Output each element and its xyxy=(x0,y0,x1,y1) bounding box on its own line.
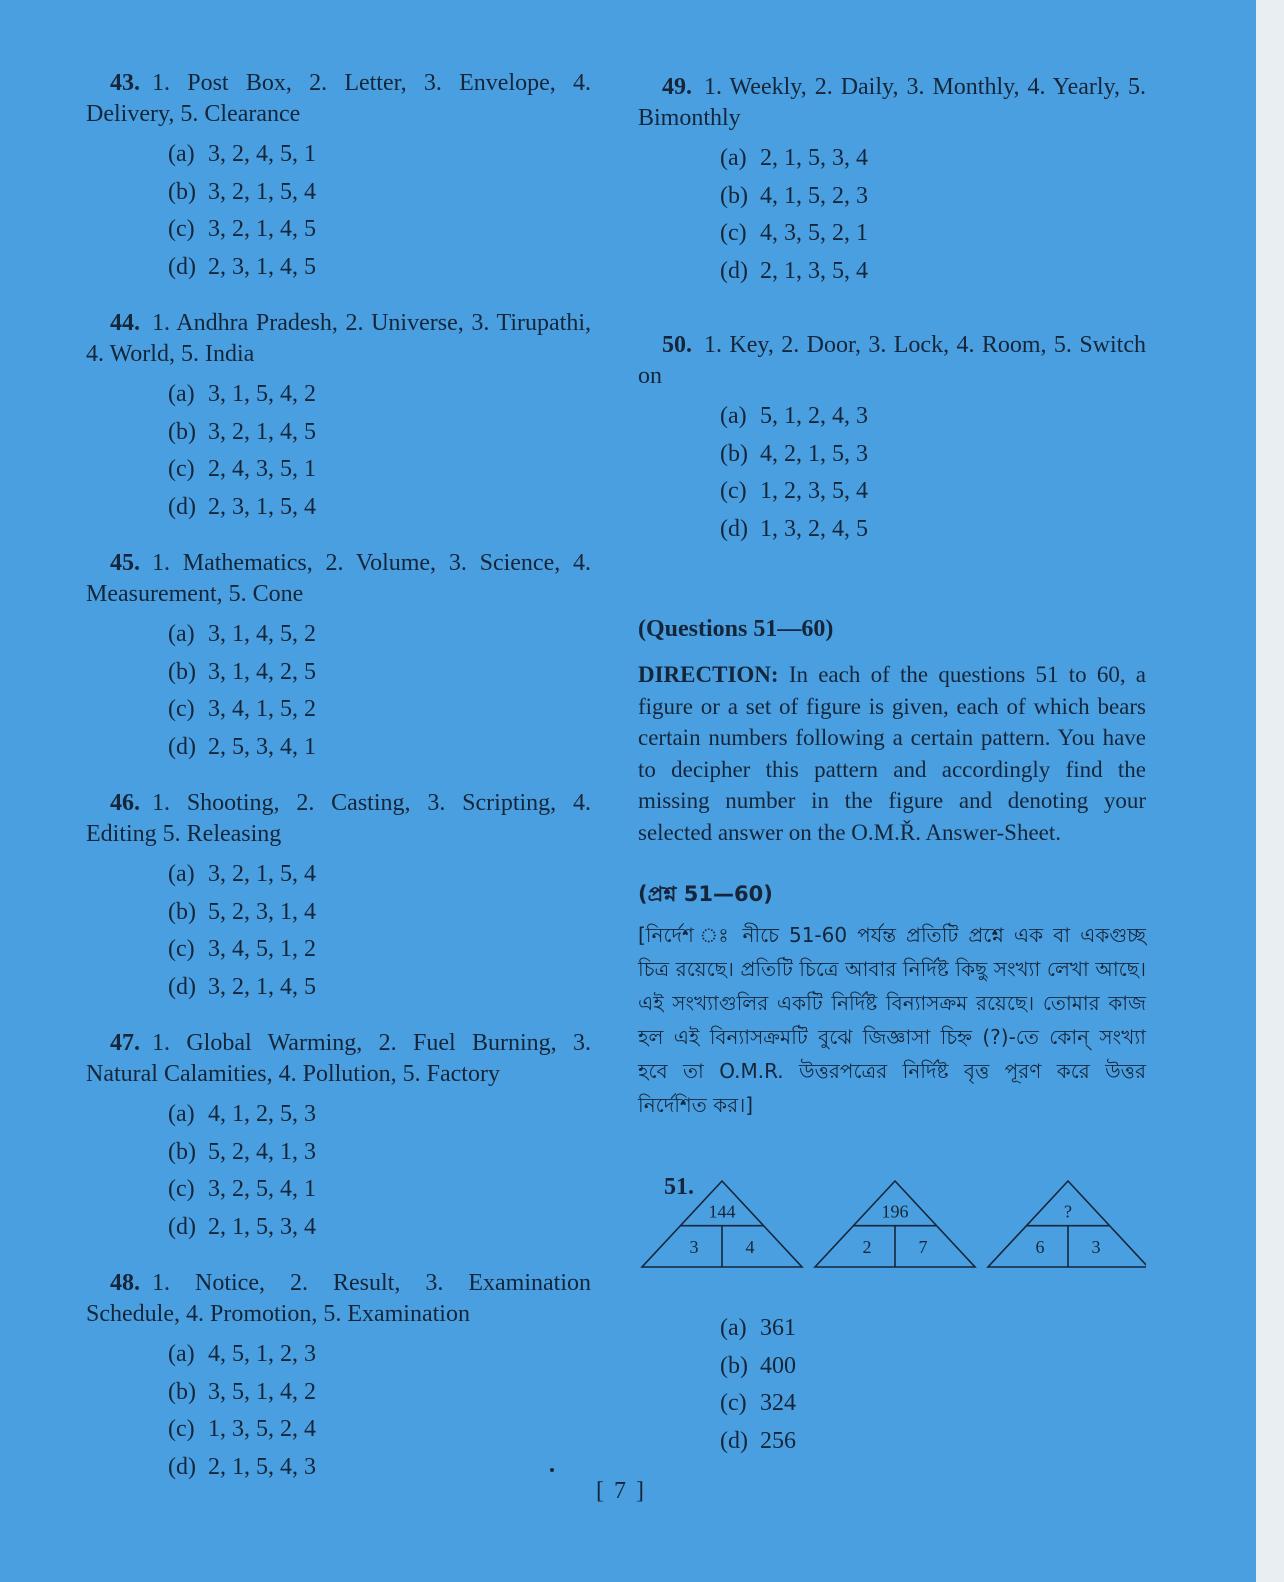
option-c[interactable] xyxy=(168,1411,591,1449)
triangle-left-number: 6 xyxy=(1035,1237,1045,1257)
option-a[interactable] xyxy=(168,376,591,414)
question-number: 49. xyxy=(662,74,692,100)
option-text: 3, 4, 5, 1, 2 xyxy=(208,936,316,962)
option-text: 2, 1, 5, 3, 4 xyxy=(760,145,868,171)
option-label: (c) xyxy=(168,456,195,482)
question-43 xyxy=(86,68,591,286)
triangle-left-number: 3 xyxy=(689,1237,699,1257)
bengali-direction: [নির্দেশ ঃ নীচে 51-60 পর্যন্ত প্রতিটি প্রশ্নে এক বা একগুচ্ছ চিত্র রয়েছে। প্রতিটি চিত্রে আবার নির্দিষ্ট কিছু সংখ্যা লেখা আছে। এই সংখ্যাগুলির একটি নির্দিষ্ট বিন্যাসক্রম রয়েছে। তোমার কাজ হল এই বিন্যাসক্রমটি বুঝে জিজ্ঞাসা চিহ্ন (?)-তে কোন্ সংখ্যা হবে তা O.M.R. উত্তরপত্রের নির্দিষ্ট বৃত্ত পূরণ করে উত্তর নির্দেশিত কর।] xyxy=(638,923,1146,1117)
triangle-3 xyxy=(988,1181,1146,1267)
triangle-right-number: 3 xyxy=(1091,1237,1101,1257)
option-label: (b) xyxy=(168,658,196,685)
option-text: 3, 2, 1, 5, 4 xyxy=(208,178,316,205)
option-label: (b) xyxy=(168,1378,196,1405)
question-stem xyxy=(86,1268,591,1330)
triangle-top-number: ? xyxy=(1064,1201,1072,1222)
option-b[interactable] xyxy=(168,894,591,932)
question-text: 1. Global Warming, 2. Fuel Burning, 3. Natural Calamities, 4. Pollution, 5. Factory xyxy=(86,1030,591,1087)
direction-body: In each of the questions 51 to 60, a figure or a set of figure is given, each of which bears certain numbers following a certain pattern. You have to decipher this pattern and accordingly find the missing number in the figure and denoting your selected answer on the O.M.Ř. Answer-Sheet. xyxy=(638,662,1147,845)
option-label: (d) xyxy=(168,733,196,760)
section-heading: (Questions 51—60) xyxy=(638,616,834,642)
option-b[interactable] xyxy=(168,654,591,692)
page-number: [ 7 ] xyxy=(596,1478,646,1504)
option-label: (d) xyxy=(168,1453,196,1480)
option-text: 1, 3, 5, 2, 4 xyxy=(208,1416,316,1442)
triangle-left-number: 2 xyxy=(862,1237,872,1257)
option-label: (b) xyxy=(168,898,196,925)
triangle-figure xyxy=(640,1178,1146,1270)
option-label: (a) xyxy=(168,621,195,647)
option-text: 3, 1, 4, 5, 2 xyxy=(208,621,316,647)
options xyxy=(168,1336,591,1486)
option-label: (d) xyxy=(168,973,196,1000)
option-text: 1, 3, 2, 4, 5 xyxy=(760,515,868,542)
option-a[interactable] xyxy=(168,856,591,894)
question-number: 50. xyxy=(662,332,692,358)
option-label: (c) xyxy=(720,220,747,246)
option-label: (d) xyxy=(168,253,196,280)
option-label: (d) xyxy=(168,1213,196,1240)
option-b[interactable] xyxy=(720,1348,796,1386)
option-text: 2, 4, 3, 5, 1 xyxy=(208,456,316,482)
ink-dot xyxy=(550,1468,554,1472)
options xyxy=(168,616,591,766)
option-text: 4, 5, 1, 2, 3 xyxy=(208,1341,316,1367)
triangle-top-number: 144 xyxy=(708,1201,736,1222)
option-a[interactable] xyxy=(168,1096,591,1134)
question-46 xyxy=(86,788,591,1006)
options xyxy=(168,856,591,1006)
option-label: (b) xyxy=(720,182,748,209)
option-d[interactable] xyxy=(720,511,1146,549)
option-b[interactable] xyxy=(168,414,591,452)
option-c[interactable] xyxy=(168,1171,591,1209)
question-47 xyxy=(86,1028,591,1246)
option-label: (a) xyxy=(168,1101,195,1127)
option-text: 400 xyxy=(760,1352,796,1379)
option-b[interactable] xyxy=(168,1374,591,1412)
option-c[interactable] xyxy=(168,931,591,969)
option-a[interactable] xyxy=(168,136,591,174)
question-text: 1. Shooting, 2. Casting, 3. Scripting, 4. Editing 5. Releasing xyxy=(86,790,591,847)
question-number: 44. xyxy=(110,310,140,336)
option-label: (b) xyxy=(720,1352,748,1379)
option-text: 5, 2, 3, 1, 4 xyxy=(208,898,316,925)
question-stem xyxy=(638,72,1146,134)
option-text: 2, 3, 1, 5, 4 xyxy=(208,493,316,520)
option-text: 3, 5, 1, 4, 2 xyxy=(208,1378,316,1405)
option-c[interactable] xyxy=(168,691,591,729)
option-b[interactable] xyxy=(168,1134,591,1172)
option-d[interactable] xyxy=(168,249,591,287)
question-text: 1. Mathematics, 2. Volume, 3. Science, 4. Measurement, 5. Cone xyxy=(86,550,591,607)
option-label: (a) xyxy=(720,1315,747,1341)
option-text: 256 xyxy=(760,1427,796,1454)
option-a[interactable] xyxy=(720,398,1146,436)
option-label: (c) xyxy=(168,696,195,722)
question-45 xyxy=(86,548,591,766)
option-text: 5, 2, 4, 1, 3 xyxy=(208,1138,316,1165)
question-stem xyxy=(86,548,591,610)
option-label: (c) xyxy=(168,1176,195,1202)
question-stem xyxy=(638,330,1146,392)
option-text: 2, 1, 5, 4, 3 xyxy=(208,1453,316,1480)
options xyxy=(168,1096,591,1246)
page-edge xyxy=(1256,0,1284,1582)
options xyxy=(168,376,591,526)
option-c[interactable] xyxy=(168,211,591,249)
direction-text xyxy=(638,659,1146,848)
right-column xyxy=(638,72,1146,1203)
option-d[interactable] xyxy=(168,729,591,767)
question-50 xyxy=(638,330,1146,548)
option-text: 3, 2, 4, 5, 1 xyxy=(208,141,316,167)
option-text: 4, 2, 1, 5, 3 xyxy=(760,440,868,467)
question-stem xyxy=(86,788,591,850)
option-c[interactable] xyxy=(720,1385,796,1423)
option-a[interactable] xyxy=(168,1336,591,1374)
question-number: 45. xyxy=(110,550,140,576)
option-b[interactable] xyxy=(720,178,1146,216)
option-d[interactable] xyxy=(168,489,591,527)
question-number: 47. xyxy=(110,1030,140,1056)
option-label: (d) xyxy=(720,1427,748,1454)
option-text: 5, 1, 2, 4, 3 xyxy=(760,403,868,429)
options xyxy=(720,398,1146,548)
option-text: 2, 3, 1, 4, 5 xyxy=(208,253,316,280)
option-text: 4, 1, 2, 5, 3 xyxy=(208,1101,316,1127)
option-label: (a) xyxy=(168,141,195,167)
option-label: (b) xyxy=(168,418,196,445)
option-b[interactable] xyxy=(720,436,1146,474)
triangle-top-number: 196 xyxy=(881,1201,909,1222)
option-d[interactable] xyxy=(168,969,591,1007)
question-text: 1. Key, 2. Door, 3. Lock, 4. Room, 5. Switch on xyxy=(638,332,1146,389)
option-text: 3, 2, 1, 4, 5 xyxy=(208,973,316,1000)
question-text: 1. Andhra Pradesh, 2. Universe, 3. Tirupathi, 4. World, 5. India xyxy=(86,310,591,367)
question-text: 1. Weekly, 2. Daily, 3. Monthly, 4. Yearly, 5. Bimonthly xyxy=(638,74,1146,131)
option-text: 4, 1, 5, 2, 3 xyxy=(760,182,868,209)
option-label: (d) xyxy=(720,515,748,542)
option-label: (d) xyxy=(168,493,196,520)
question-stem xyxy=(86,308,591,370)
options xyxy=(168,136,591,286)
option-d[interactable] xyxy=(720,253,1146,291)
question-51-options xyxy=(720,1310,796,1460)
option-label: (c) xyxy=(168,1416,195,1442)
option-c[interactable] xyxy=(720,473,1146,511)
option-label: (b) xyxy=(168,178,196,205)
question-44 xyxy=(86,308,591,526)
option-label: (a) xyxy=(720,403,747,429)
option-text: 1, 2, 3, 5, 4 xyxy=(760,478,868,504)
option-text: 2, 1, 3, 5, 4 xyxy=(760,257,868,284)
question-stem xyxy=(86,1028,591,1090)
direction-label: DIRECTION: xyxy=(638,662,779,687)
option-a[interactable] xyxy=(720,1310,796,1348)
option-text: 4, 3, 5, 2, 1 xyxy=(760,220,868,246)
options xyxy=(720,140,1146,290)
option-label: (b) xyxy=(720,440,748,467)
question-number: 48. xyxy=(110,1270,140,1296)
option-text: 324 xyxy=(760,1390,796,1416)
triangles-group xyxy=(642,1181,1146,1267)
option-d[interactable] xyxy=(168,1449,591,1487)
left-column xyxy=(86,68,591,1508)
option-a[interactable] xyxy=(720,140,1146,178)
option-text: 3, 2, 1, 4, 5 xyxy=(208,216,316,242)
option-d[interactable] xyxy=(168,1209,591,1247)
option-label: (a) xyxy=(720,145,747,171)
option-label: (b) xyxy=(168,1138,196,1165)
option-label: (c) xyxy=(168,936,195,962)
triangle-right-number: 4 xyxy=(745,1237,755,1257)
option-c[interactable] xyxy=(168,451,591,489)
option-label: (c) xyxy=(168,216,195,242)
option-c[interactable] xyxy=(720,215,1146,253)
option-text: 3, 2, 1, 4, 5 xyxy=(208,418,316,445)
option-label: (a) xyxy=(168,381,195,407)
option-text: 2, 5, 3, 4, 1 xyxy=(208,733,316,760)
option-label: (a) xyxy=(168,1341,195,1367)
option-text: 2, 1, 5, 3, 4 xyxy=(208,1213,316,1240)
option-text: 3, 2, 5, 4, 1 xyxy=(208,1176,316,1202)
option-text: 3, 4, 1, 5, 2 xyxy=(208,696,316,722)
option-b[interactable] xyxy=(168,174,591,212)
question-number: 43. xyxy=(110,70,140,96)
option-label: (c) xyxy=(720,1390,747,1416)
option-text: 3, 2, 1, 5, 4 xyxy=(208,861,316,887)
option-d[interactable] xyxy=(720,1423,796,1461)
question-51-number: 51. xyxy=(664,1174,694,1200)
option-a[interactable] xyxy=(168,616,591,654)
option-text: 361 xyxy=(760,1315,796,1341)
triangle-right-number: 7 xyxy=(918,1237,928,1257)
bengali-heading: (প্রশ্ন 51—60) xyxy=(638,882,773,906)
question-stem xyxy=(86,68,591,130)
option-label: (d) xyxy=(720,257,748,284)
question-48 xyxy=(86,1268,591,1486)
option-text: 3, 1, 4, 2, 5 xyxy=(208,658,316,685)
option-text: 3, 1, 5, 4, 2 xyxy=(208,381,316,407)
option-label: (a) xyxy=(168,861,195,887)
question-49 xyxy=(638,72,1146,290)
question-text: 1. Notice, 2. Result, 3. Examination Schedule, 4. Promotion, 5. Examination xyxy=(86,1270,591,1327)
option-label: (c) xyxy=(720,478,747,504)
question-text: 1. Post Box, 2. Letter, 3. Envelope, 4. Delivery, 5. Clearance xyxy=(86,70,591,127)
question-number: 46. xyxy=(110,790,140,816)
